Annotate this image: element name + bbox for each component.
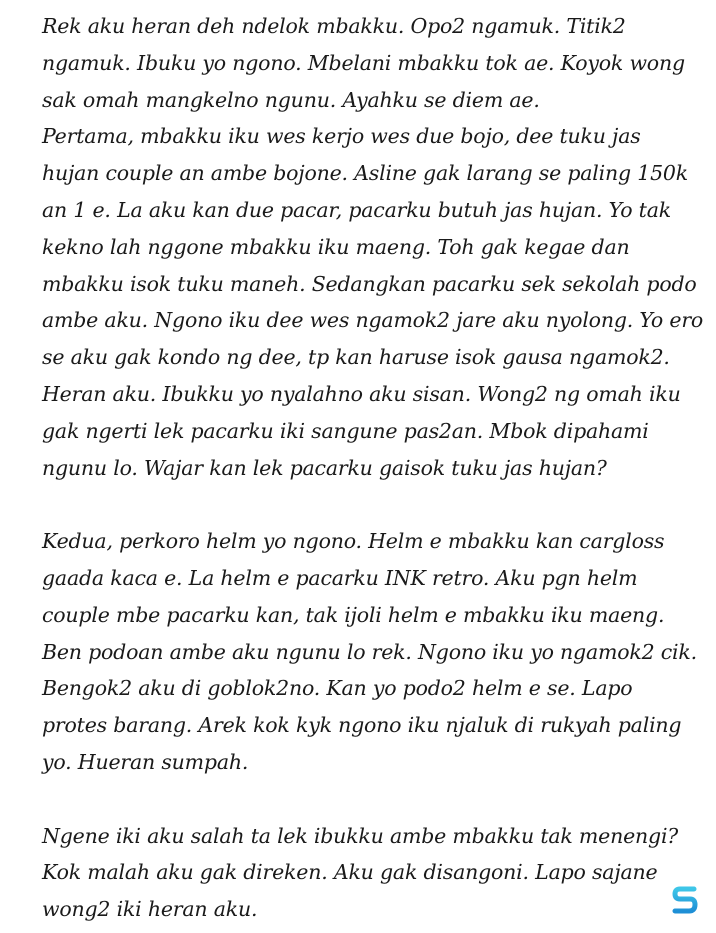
paragraph-1 bbox=[42, 8, 704, 486]
text-line: yo. Hueran sumpah. bbox=[42, 749, 249, 774]
text-line: hujan couple an ambe bojone. Asline gak larang se paling 150k bbox=[42, 161, 688, 186]
paragraph-gap bbox=[42, 486, 682, 523]
text-line: protes barang. Arek kok kyk ngono iku njaluk di rukyah paling bbox=[42, 713, 682, 738]
text-line: couple mbe pacarku kan, tak ijoli helm e mbakku iku maeng. bbox=[42, 602, 665, 627]
text-line: Pertama, mbakku iku wes kerjo wes due bojo, dee tuku jas bbox=[42, 124, 641, 149]
text-line: Rek aku heran deh ndelok mbakku. Opo2 ngamuk. Titik2 bbox=[42, 14, 626, 38]
text-line: sak omah mangkelno ngunu. Ayahku se diem ae. bbox=[42, 87, 540, 112]
story-text bbox=[42, 8, 704, 928]
text-line: Ben podoan ambe aku ngunu lo rek. Ngono iku yo ngamok2 cik. bbox=[42, 639, 697, 664]
paragraph-2 bbox=[42, 523, 697, 781]
text-line: kekno lah nggone mbakku iku maeng. Toh gak kegae dan bbox=[42, 234, 630, 259]
text-line: ambe aku. Ngono iku dee wes ngamok2 jare aku nyolong. Yo ero bbox=[42, 308, 704, 333]
text-line: an 1 e. La aku kan due pacar, pacarku butuh jas hujan. Yo tak bbox=[42, 197, 671, 222]
text-line: Ngene iki aku salah ta lek ibukku ambe mbakku tak menengi? bbox=[42, 823, 679, 848]
paragraph-gap bbox=[42, 781, 682, 818]
text-line: se aku gak kondo ng dee, tp kan haruse isok gausa ngamok2. bbox=[42, 345, 670, 370]
text-line: Kok malah aku gak direken. Aku gak disangoni. Lapo sajane bbox=[42, 860, 658, 885]
text-line: gaada kaca e. La helm e pacarku INK retro. Aku pgn helm bbox=[42, 565, 638, 590]
text-line: ngamuk. Ibuku yo ngono. Mbelani mbakku tok ae. Koyok wong bbox=[42, 50, 685, 75]
text-line: Kedua, perkoro helm yo ngono. Helm e mbakku kan cargloss bbox=[42, 529, 665, 554]
text-line: wong2 iki heran aku. bbox=[42, 897, 258, 922]
s-logo-icon bbox=[672, 885, 698, 915]
paragraph-3 bbox=[42, 818, 682, 928]
text-line: mbakku isok tuku maneh. Sedangkan pacarku sek sekolah podo bbox=[42, 271, 697, 296]
text-line: Heran aku. Ibukku yo nyalahno aku sisan. Wong2 ng omah iku bbox=[42, 381, 681, 406]
text-line: Bengok2 aku di goblok2no. Kan yo podo2 helm e se. Lapo bbox=[42, 676, 633, 701]
text-line: gak ngerti lek pacarku iki sangune pas2an. Mbok dipahami bbox=[42, 418, 649, 443]
text-line: ngunu lo. Wajar kan lek pacarku gaisok tuku jas hujan? bbox=[42, 455, 607, 480]
